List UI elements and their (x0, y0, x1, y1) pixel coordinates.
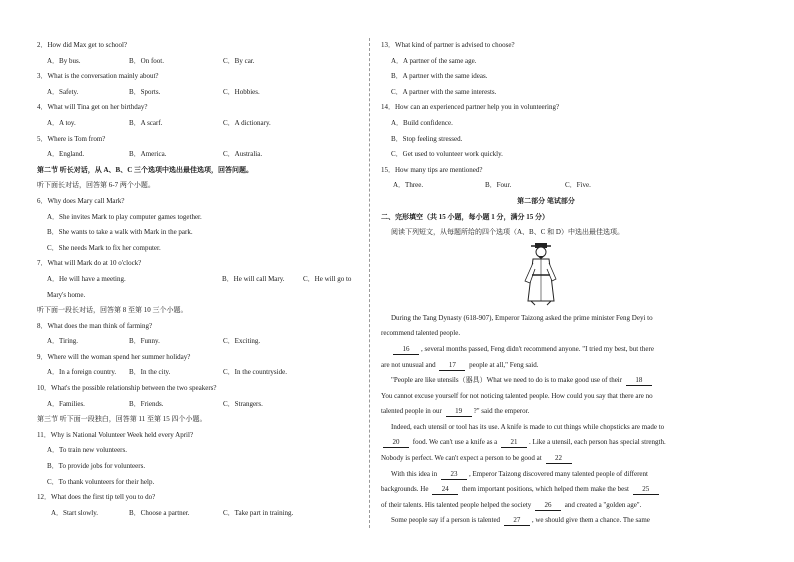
option: C．Hobbies. (223, 87, 260, 96)
option-11b: B．To provide jobs for volunteers. (47, 462, 146, 471)
passage-line: of their talents. His talented people helped the society 26 and created a "golden age". (381, 500, 642, 509)
option-12c: C．Take part in training. (223, 508, 294, 517)
option-row (37, 85, 357, 101)
option-row (37, 397, 357, 413)
question-15: 15．How many tips are mentioned? (381, 165, 483, 174)
passage-line: 20 food. We can't use a knife as a 21 . Like a utensil, each person has special strength. (381, 435, 711, 451)
option-11a: A．To train new volunteers. (47, 446, 127, 455)
left-column (37, 38, 357, 521)
option-7c-cont: Mary's home. (47, 290, 86, 299)
part-heading: 第二部分 笔试部分 (517, 196, 575, 205)
passage-line: During the Tang Dynasty (618-907), Emperor Taizong asked the prime minister Feng Deyi to (391, 313, 653, 322)
passage-line: backgrounds. He 24 them important positions, which helped them make the best 25 (381, 482, 711, 498)
instruction: 听下面长对话，回答第 6-7 两个小题。 (37, 181, 155, 190)
column-divider (369, 38, 370, 528)
option-6c: C．She needs Mark to fix her computer. (47, 243, 161, 252)
option: C．In the countryside. (223, 368, 287, 377)
blank-19: 19 (446, 407, 472, 417)
option-11c: C．To thank volunteers for their help. (47, 477, 155, 486)
option-13c: C．A partner with the same interests. (391, 87, 497, 96)
option-row-15 (381, 178, 711, 194)
section-heading: 第三节 听下面一段独白，回答第 11 至第 15 四个小题。 (37, 415, 207, 424)
blank-25: 25 (633, 485, 659, 495)
passage-line: With this idea in 23 , Emperor Taizong discovered many talented people of different (391, 469, 648, 478)
passage-line: "People are like utensils（器具）What we need to do is to make good use of their 18 (381, 373, 711, 389)
passage-line: are not unusual and 17 people at all," Feng said. (381, 360, 539, 369)
option-13a: A．A partner of the same age. (391, 56, 477, 65)
passage-line: Nobody is perfect. We can't expect a person to be good at 22 (381, 451, 711, 467)
option-14a: A．Build confidence. (391, 118, 453, 127)
option-row (37, 334, 357, 350)
question: 4．What will Tina get on her birthday? (37, 103, 148, 112)
option: C．Australia. (223, 150, 263, 159)
option-row (37, 147, 357, 163)
option: C．A dictionary. (223, 118, 271, 127)
question: 5．Where is Tom from? (37, 134, 106, 143)
option: A．In a foreign country. (47, 368, 117, 377)
option-7c: C．He will go to (303, 274, 352, 283)
option-row (37, 116, 357, 132)
option: B．Funny. (129, 337, 160, 346)
option-6a: A．She invites Mark to play computer games together. (47, 212, 202, 221)
option: B．In the city. (129, 368, 171, 377)
option: C．Strangers. (223, 399, 263, 408)
question-14: 14．How can an experienced partner help you in volunteering? (381, 103, 560, 112)
blank-24: 24 (432, 485, 458, 495)
passage-line: talented people in our 19 ?" said the emperor. (381, 407, 530, 416)
instruction: 听下面一段长对话，回答第 8 至第 10 三个小题。 (37, 306, 188, 315)
option-13b: B．A partner with the same ideas. (391, 72, 488, 81)
blank-22: 22 (546, 454, 572, 464)
passage-line: recommend talented people. (381, 329, 461, 338)
cloze-instruction: 阅读下列短文，从每题所给的四个选项（A、B、C 和 D）中选出最佳选项。 (391, 228, 624, 237)
option-row (37, 365, 357, 381)
question: 2．How did Max get to school? (37, 41, 128, 49)
question-13: 13．What kind of partner is advised to choose? (381, 41, 515, 49)
option: B．America. (129, 150, 167, 159)
option-row (37, 54, 357, 70)
option-7b: B．He will call Mary. (222, 274, 285, 283)
question-12: 12．What does the first tip tell you to do? (37, 493, 156, 502)
option-6b: B．She wants to take a walk with Mark in the park. (47, 228, 193, 237)
passage-line: Indeed, each utensil or tool has its use. A knife is made to cut things while chopsticks are made to (391, 422, 665, 431)
blank-18: 18 (626, 376, 652, 386)
option-12b: B．Choose a partner. (129, 508, 190, 517)
blank-21: 21 (501, 438, 527, 448)
option: A．Safety. (47, 87, 79, 96)
passage-line: Some people say if a person is talented 27 , we should give them a chance. The same (391, 516, 650, 525)
passage-line: You cannot excuse yourself for not noticing talented people. How could you say that there are no (381, 391, 653, 400)
option-14b: B．Stop feeling stressed. (391, 134, 463, 143)
option-row-12 (37, 506, 357, 522)
option: A．By bus. (47, 56, 81, 65)
emperor-figure-icon (521, 241, 561, 307)
option: A．Tiring. (47, 337, 79, 346)
option: A．A toy. (47, 118, 76, 127)
section-heading: 第二节 听长对话，从 A、B、C 三个选项中选出最佳选项，回答问题。 (37, 165, 254, 174)
option: C．Exciting. (223, 337, 261, 346)
option: B．Friends. (129, 399, 164, 408)
option-15b: B．Four. (485, 181, 512, 190)
question-11: 11．Why is National Volunteer Week held every April? (37, 430, 194, 439)
question: 8．What does the man think of farming? (37, 321, 153, 330)
question-6: 6．Why does Mary call Mark? (37, 196, 125, 205)
blank-20: 20 (383, 438, 409, 448)
cloze-title: 二、完形填空（共 15 小题，每小题 1 分，满分 15 分） (381, 212, 549, 221)
blank-26: 26 (535, 501, 561, 511)
option: A．England. (47, 150, 85, 159)
option-12a: A．Start slowly. (51, 508, 98, 517)
right-column (381, 38, 711, 529)
option-row-7 (37, 272, 357, 288)
question-7: 7．What will Mark do at 10 o'clock? (37, 259, 142, 268)
option-7a: A．He will have a meeting. (47, 274, 126, 283)
question: 10．What's the possible relationship between the two speakers? (37, 384, 217, 393)
passage-line: 16 , several months passed, Feng didn't recommend anyone. "I tried my best, but there (381, 342, 711, 358)
option: A．Families. (47, 399, 85, 408)
blank-27: 27 (504, 516, 530, 526)
option-15c: C．Five. (565, 181, 591, 190)
option: C．By car. (223, 56, 255, 65)
option: B．On foot. (129, 56, 164, 65)
option: B．Sports. (129, 87, 161, 96)
option: B．A scarf. (129, 118, 163, 127)
option-14c: C．Get used to volunteer work quickly. (391, 150, 503, 159)
question: 3．What is the conversation mainly about? (37, 72, 159, 81)
question: 9．Where will the woman spend her summer holiday? (37, 352, 191, 361)
emperor-illustration (381, 241, 711, 311)
blank-17: 17 (439, 361, 465, 371)
blank-16: 16 (393, 345, 419, 355)
blank-23: 23 (441, 470, 467, 480)
option-15a: A．Three. (393, 181, 424, 190)
